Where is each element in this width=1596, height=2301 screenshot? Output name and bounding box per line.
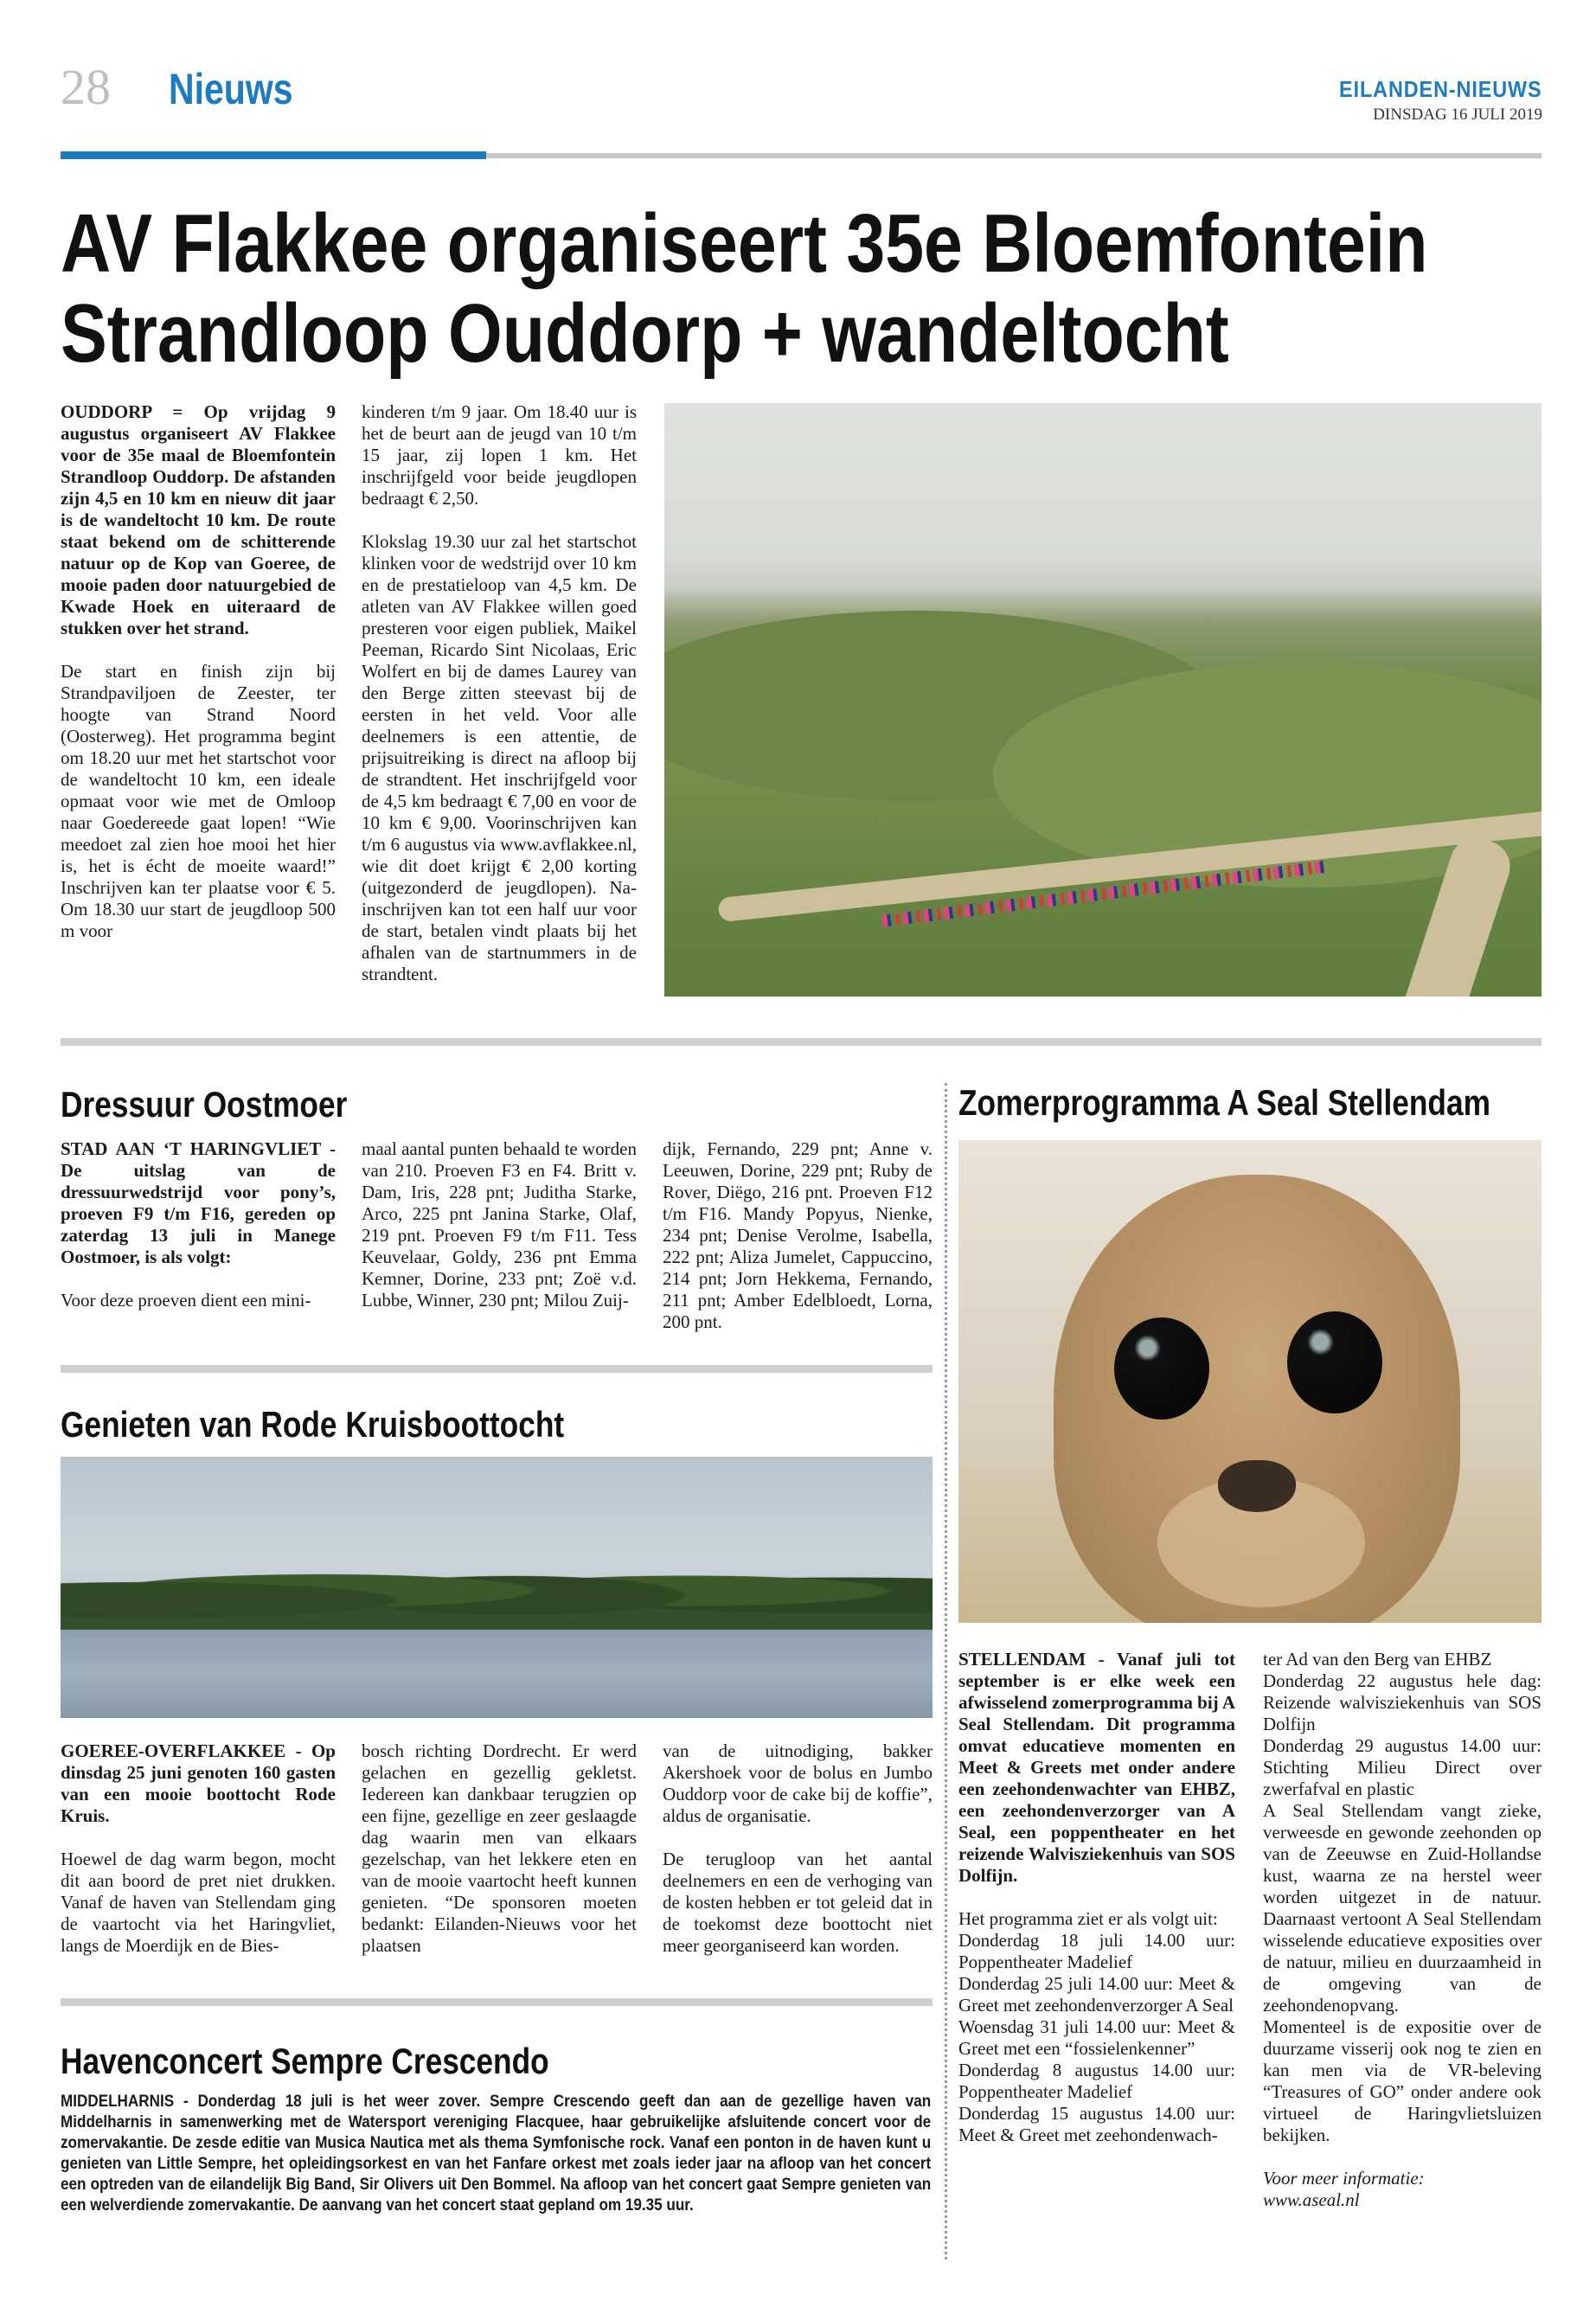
seal-title: Zomerprogramma A Seal Stellendam [958, 1082, 1490, 1123]
headline-line-2: Strandloop Ouddorp + wandeltocht [61, 287, 1229, 380]
article-lead: STELLENDAM - Vanaf juli tot september is er elke week een afwisselend zomerprogramma bij A Seal Stellendam. Dit programma omvat educatieve momenten en Meet & Greets met onder andere een zeehondenwachter van EHBZ, een zeehondenverzorger van A Seal, een poppentheater en het reizende Walvisziekenhuis van SOS Dolfijn. [958, 1649, 1235, 1886]
article-paragraph: bosch richting Dordrecht. Er werd gelachen en gezellig gekletst. Iedereen kan dankbaar terugzien op een fijne, gezellige en zeer geslaagde dag waarin men van elkaars gezelschap, van het lekkere eten en van de mooie vaartocht heeft kunnen genieten. “De sponsoren moeten bedankt: Eilanden-Nieuws voor het plaatsen [362, 1740, 637, 1956]
headline-line-1: AV Flakkee organiseert 35e Bloemfontein [61, 197, 1428, 290]
article-lead: OUDDORP = Op vrijdag 9 augustus organiseert AV Flakkee voor de 35e maal de Bloemfontein Strandloop Ouddorp. De afstanden zijn 4,5 en 10 km en nieuw dit jaar is de wandeltocht 10 km. De route staat bekend om de schitterende natuur op de Kop van Goeree, de mooie paden door natuurgebied de Kwade Hoek en uiteraard de stukken over het strand. [61, 401, 336, 638]
program-item: Donderdag 8 augustus 14.00 uur: Poppentheater Madelief [958, 2060, 1235, 2102]
main-article-col-1 [61, 401, 336, 964]
seal-col-2 [1263, 1649, 1542, 2211]
header-accent-rule [61, 151, 486, 159]
article-paragraph: De terugloop van het aantal deelnemers en een de verhoging van de kosten hebben er tot geleid dat in de toekomst deze boottocht niet meer georganiseerd kan worden. [663, 1849, 933, 1956]
dunes-runners-photo [664, 403, 1542, 997]
rode-kruis-col-2 [362, 1740, 637, 1978]
article-paragraph: Hoewel de dag warm begon, mocht dit aan boord de pret niet drukken. Vanaf de haven van Stellendam ging de vaartocht via het Haringvliet, langs de Moerdijk en de Bies- [61, 1849, 336, 1956]
section-divider [61, 1998, 933, 2006]
column-separator [945, 1083, 947, 2259]
main-headline [61, 197, 1428, 380]
page-number: 28 [61, 59, 111, 115]
article-paragraph: dijk, Fernando, 229 pnt; Anne v. Leeuwen, Dorine, 229 pnt; Ruby de Rover, Diëgo, 216 pnt. Proeven F12 t/m F16. Mandy Popyus, Nienke, 234 pnt; Denise Verolme, Isabella, 222 pnt; Aliza Jumelet, Cappuccino, 214 pnt; Jorn Hekkema, Fernando, 211 pnt; Amber Edelbloedt, Lorna, 200 pnt. [663, 1138, 933, 1332]
newspaper-logo: EILANDEN-NIEUWS [1339, 76, 1542, 102]
section-divider [61, 1365, 933, 1373]
article-paragraph: maal aantal punten behaald te worden van 210. Proeven F3 en F4. Britt v. Dam, Iris, 228 pnt; Juditha Starke, Arco, 225 pnt Janina Starke, Olaf, 219 pnt. Proeven F9 t/m F11. Tess Keuvelaar, Goldy, 236 pnt Emma Kemner, Dorine, 233 pnt; Zoë v.d. Lubbe, Winner, 230 pnt; Milou Zuij- [362, 1138, 637, 1311]
program-item: Donderdag 22 augustus hele dag: Reizende walvisziekenhuis van SOS Dolfijn [1263, 1670, 1542, 1734]
article-paragraph: A Seal Stellendam vangt zieke, verweesde en gewonde zeehonden op van de Zeeuwse en Zuid-Hollandse kust, waarna ze na herstel weer worden uitgezet in de natuur. Daarnaast vertoont A Seal Stellendam wisselende educatieve exposities over de natuur, milieu en duurzaamheid in de omgeving van de zeehondenopvang. [1263, 1800, 1542, 2016]
article-paragraph: Momenteel is de expositie over de duurzame visserij ook nog te zien en kan men via de VR-beleving “Treasures of GO” onder andere ook virtueel de Haringvlietsluizen bekijken. [1263, 2016, 1542, 2145]
article-paragraph: De start en finish zijn bij Strandpaviljoen de Zeester, ter hoogte van Strand Noord (Oosterweg). Het programma begint om 18.20 uur met het startschot voor de wandeltocht 10 km, een ideale opmaat voor wie met de Omloop naar Goedereede gaat lopen! “Wie meedoet zal zien hoe mooi het hier is, het is écht de moeite waard!” Inschrijven kan ter plaatse voor € 5. Om 18.30 uur start de jeugdloop 500 m voor [61, 661, 336, 941]
program-item: Donderdag 18 juli 14.00 uur: Poppentheater Madelief [958, 1930, 1235, 1972]
program-item: Donderdag 25 juli 14.00 uur: Meet & Greet met zeehondenverzorger A Seal [958, 1973, 1235, 2016]
section-divider [61, 1038, 1542, 1046]
article-paragraph: Klokslag 19.30 uur zal het startschot klinken voor de wedstrijd over 10 km en de prestatieloop van 4,5 km. De atleten van AV Flakkee willen goed presteren voor eigen publiek, Maikel Peeman, Ricardo Sint Nicolaas, Eric Wolfert en bij de dames Laurey van den Berge zitten steevast bij de eersten in het veld. Voor alle deelnemers is een attentie, de prijsuitreiking is direct na afloop bij de strandtent. Het inschrijfgeld voor de 4,5 km bedraagt € 7,00 en voor de 10 km € 9,00. Voorinschrijven kan t/m 6 augustus via www.avflakkee.nl, wie dit doet krijgt € 2,00 korting (uitgezonderd de jeugdlopen). Na-inschrijven kan tot een half uur voor de start, betalen vindt plaats bij het afhalen van de startnummers in de strandtent. [362, 531, 637, 984]
seal-photo [958, 1140, 1542, 1623]
rode-kruis-col-3 [663, 1740, 933, 1978]
article-lead: STAD AAN ‘T HARINGVLIET - De uitslag van de dressuurwedstrijd voor pony’s, proeven F9 t/m F16, gereden op zaterdag 13 juli in Manege Oostmoer, is als volgt: [61, 1138, 336, 1267]
program-item: ter Ad van den Berg van EHBZ [1263, 1649, 1492, 1670]
rode-kruis-title: Genieten van Rode Kruisboottocht [61, 1404, 565, 1445]
rode-kruis-col-1 [61, 1740, 336, 1978]
river-photo [61, 1457, 933, 1718]
program-item: Woensdag 31 juli 14.00 uur: Meet & Greet met een “fossielenkenner” [958, 2016, 1235, 2059]
section-title: Nieuws [169, 65, 293, 113]
article-paragraph: van de uitnodiging, bakker Akershoek voor de bolus en Jumbo Ouddorp voor de cake bij de koffie”, aldus de organisatie. [663, 1740, 933, 1826]
program-intro: Het programma ziet er als volgt uit: [958, 1908, 1218, 1929]
article-paragraph: Voor deze proeven dient een mini- [61, 1290, 311, 1311]
issue-date: DINSDAG 16 JULI 2019 [1373, 106, 1542, 124]
havenconcert-title: Havenconcert Sempre Crescendo [61, 2041, 549, 2081]
dressuur-col-2 [362, 1138, 637, 1333]
article-lead: GOEREE-OVERFLAKKEE - Op dinsdag 25 juni genoten 160 gasten van een mooie boottocht Rode Kruis. [61, 1740, 336, 1826]
program-item: Donderdag 15 augustus 14.00 uur: Meet & Greet met zeehondenwach- [958, 2103, 1235, 2145]
dressuur-col-1 [61, 1138, 336, 1333]
article-paragraph: kinderen t/m 9 jaar. Om 18.40 uur is het de beurt aan de jeugd van 10 t/m 15 jaar, zij lopen 1 km. Het inschrijfgeld voor beide jeugdlopen bedraagt € 2,50. [362, 401, 637, 509]
main-article-col-2 [362, 401, 637, 1007]
dressuur-col-3 [663, 1138, 933, 1355]
seal-col-1 [958, 1649, 1235, 2146]
program-item: Donderdag 29 augustus 14.00 uur: Stichting Milieu Direct over zwerfafval en plastic [1263, 1735, 1542, 1799]
havenconcert-body: MIDDELHARNIS - Donderdag 18 juli is het weer zover. Sempre Crescendo geeft dan aan de gezellige haven van Middelharnis in samenwerking met de Watersport vereniging Flacquee, haar gebruikelijke afsluitende concert voor de zomervakantie. De zesde editie van Musica Nautica met als thema Symfonische rock. Vanaf een ponton in de haven kunt u genieten van Little Sempre, het opleidingsorkest en van het Fanfare orkest met zoals ieder jaar na afloop van het concert een optreden van de eilandelijk Big Band, Sir Olivers uit Den Bommel. Na afloop van het concert gaat Sempre genieten van een welverdiende zomervakantie. De aanvang van het concert staat gepland om 19.35 uur. [61, 2093, 932, 2214]
more-info-link[interactable]: www.aseal.nl [1263, 2189, 1360, 2210]
more-info-label: Voor meer informatie: [1263, 2168, 1425, 2189]
dressuur-title: Dressuur Oostmoer [61, 1084, 348, 1125]
